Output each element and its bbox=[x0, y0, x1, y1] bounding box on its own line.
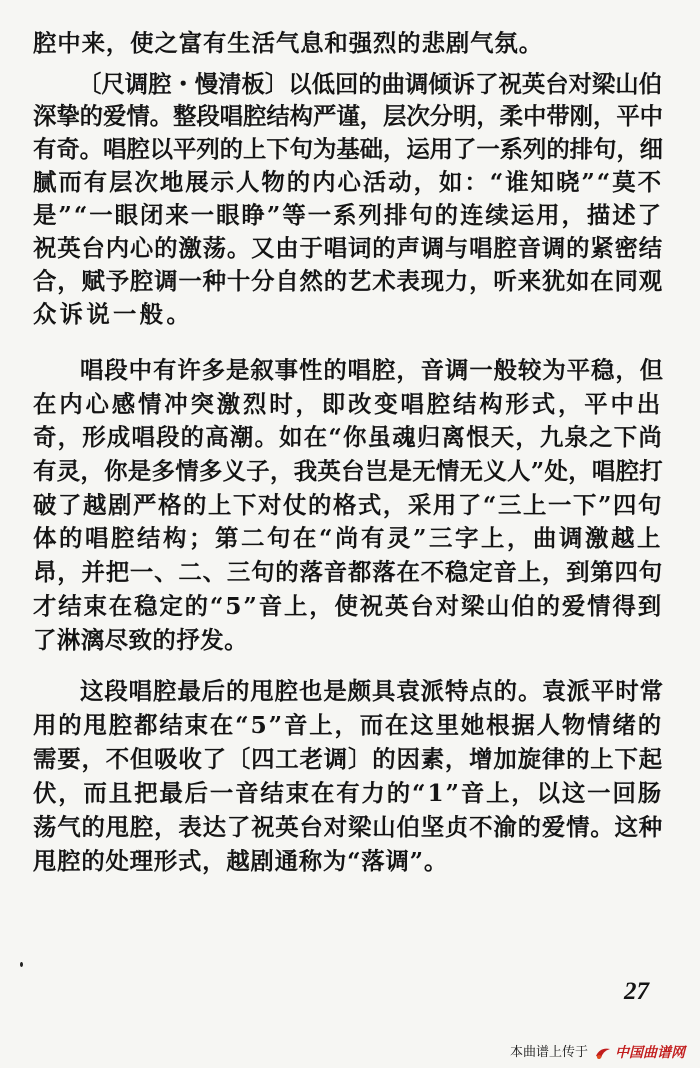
text-line: 破了越剧严格的上下对仗的格式，采用了“三上一下”四句 bbox=[33, 491, 663, 519]
text-line: 有奇。唱腔以平列的上下句为基础，运用了一系列的排句，细 bbox=[33, 135, 663, 163]
text-line: 伏，而且把最后一音结束在有力的“1”音上，以这一回肠 bbox=[33, 779, 663, 807]
scan-speck bbox=[20, 962, 23, 967]
text-line: 合，赋予腔调一种十分自然的艺术表现力，听来犹如在同观 bbox=[33, 267, 663, 295]
text-line: 奇，形成唱段的高潮。如在“你虽魂归离恨天，九泉之下尚 bbox=[33, 423, 663, 451]
text-line: 荡气的甩腔，表达了祝英台对梁山伯坚贞不渝的爱情。这种 bbox=[33, 813, 663, 841]
text-line: 体的唱腔结构；第二句在“尚有灵”三字上，曲调激越上 bbox=[33, 524, 663, 552]
text-line: 昂，并把一、二、三句的落音都落在不稳定音上，到第四句 bbox=[33, 558, 663, 586]
text-line: 在内心感情冲突激烈时，即改变唱腔结构形式，平中出 bbox=[33, 390, 663, 418]
text-line: 是”“一眼闭来一眼睁”等一系列排句的连续运用，描述了 bbox=[33, 201, 663, 229]
text-line: 用的甩腔都结束在“5”音上，而在这里她根据人物情绪的 bbox=[33, 711, 663, 739]
site-logo-icon bbox=[594, 1046, 612, 1060]
text-line: 〔尺调腔・慢清板〕以低回的曲调倾诉了祝英台对梁山伯 bbox=[78, 70, 662, 98]
source-footer bbox=[510, 1044, 685, 1062]
text-line: 众诉说一般。 bbox=[33, 300, 193, 328]
text-line: 深挚的爱情。整段唱腔结构严谨，层次分明，柔中带刚，平中 bbox=[33, 102, 663, 130]
page-number: 27 bbox=[624, 978, 649, 1005]
text-line: 有灵，你是多情多义子，我英台岂是无情无义人”处，唱腔打 bbox=[33, 457, 663, 485]
text-line: 唱段中有许多是叙事性的唱腔，音调一般较为平稳，但 bbox=[80, 356, 664, 384]
text-line: 甩腔的处理形式，越剧通称为“落调”。 bbox=[33, 847, 448, 875]
text-line: 才结束在稳定的“5”音上，使祝英台对梁山伯的爱情得到 bbox=[33, 592, 663, 620]
text-line: 需要，不但吸收了〔四工老调〕的因素，增加旋律的上下起 bbox=[33, 745, 663, 773]
text-line: 祝英台内心的激荡。又由于唱词的声调与唱腔音调的紧密结 bbox=[33, 234, 663, 262]
text-line: 腔中来，使之富有生活气息和强烈的悲剧气氛。 bbox=[33, 29, 543, 57]
footer-text: 本曲谱上传于 bbox=[510, 1045, 589, 1060]
text-line: 腻而有层次地展示人物的内心活动，如：“谁知晓”“莫不 bbox=[33, 168, 663, 196]
text-line: 了淋漓尽致的抒发。 bbox=[33, 626, 248, 654]
site-name[interactable]: 中国曲谱网 bbox=[615, 1045, 686, 1061]
text-line: 这段唱腔最后的甩腔也是颇具袁派特点的。袁派平时常 bbox=[80, 677, 664, 705]
